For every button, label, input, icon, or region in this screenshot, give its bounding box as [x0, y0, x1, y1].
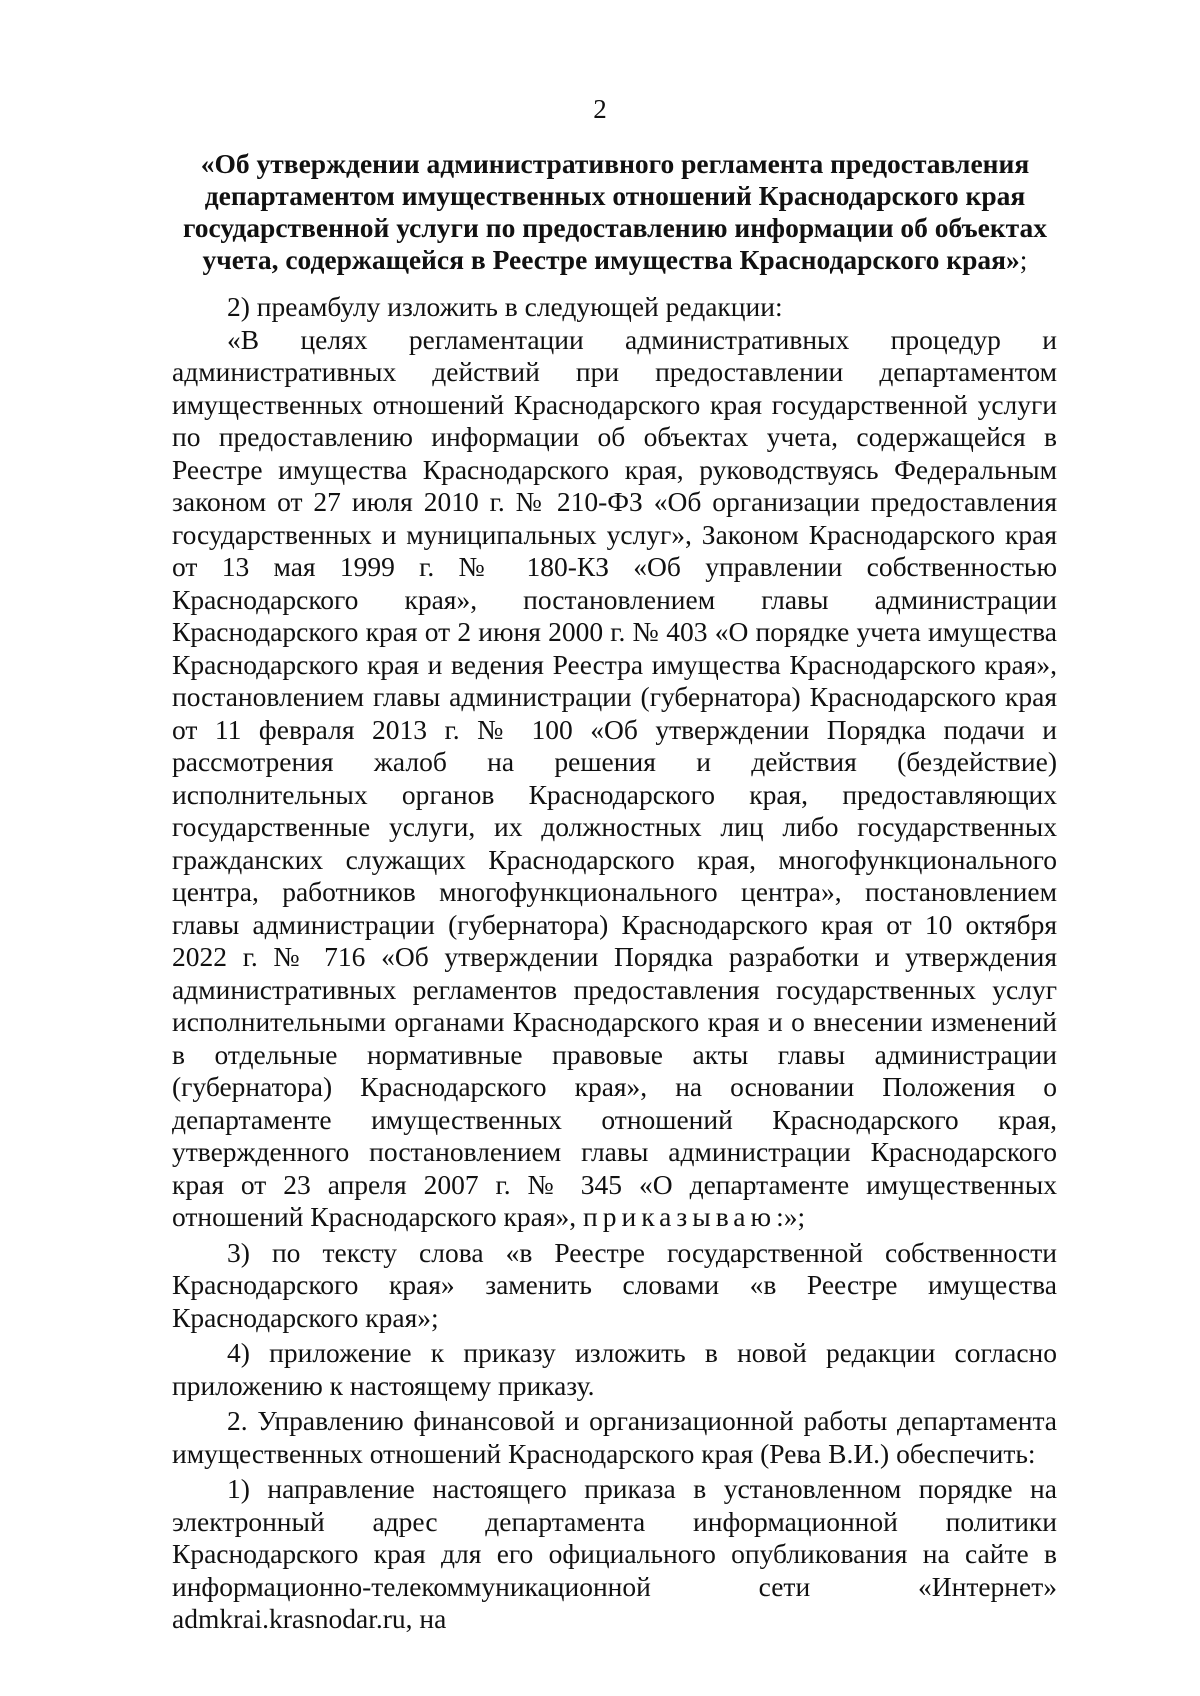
paragraph-item-4: 4) приложение к приказу изложить в новой редакции согласно приложению к настоящему приказу.	[172, 1337, 1057, 1401]
paragraph-section-2: 2. Управлению финансовой и организационной работы департамента имущественных отношений Краснодарского края (Рева В.И.) обеспечить:	[172, 1405, 1057, 1469]
order-word: приказываю	[583, 1201, 777, 1232]
heading-title: «Об утверждении административного регламента предоставления департаментом имущественных отношений Краснодарского края государственной услуги по предоставлению информации об объектах учета, содержащейся в Реестре имущества Краснодарского края»	[182, 148, 1048, 275]
heading-tail: ;	[1019, 244, 1028, 275]
paragraph-preamble-intro: 2) преамбулу изложить в следующей редакции:	[227, 291, 783, 322]
document-heading	[170, 148, 1060, 276]
preamble-end: :»;	[776, 1201, 806, 1232]
preamble-main-text: «В целях регламентации административных процедур и административных действий при предоставлении департаментом имущественных отношений Краснодарского края государственной услуги по предоставлению информации об объектах учета, содержащейся в Реестре имущества Краснодарского края, руководствуясь Федеральным законом от 27 июля 2010 г. № 210-ФЗ «Об организации предоставления государственных и муниципальных услуг», Законом Краснодарского края от 13 мая 1999 г. № 180-КЗ «Об управлении собственностью Краснодарского края», постановлением главы администрации Краснодарского края от 2 июня 2000 г. № 403 «О порядке учета имущества Краснодарского края и ведения Реестра имущества Краснодарского края», постановлением главы администрации (губернатора) Краснодарского края от 11 февраля 2013 г. № 100 «Об утверждении Порядка подачи и рассмотрения жалоб на решения и действия (бездействие) исполнительных органов Краснодарского края, предоставляющих государственные услуги, их должностных лиц либо государственных гражданских служащих Краснодарского края, многофункционального центра, работников многофункционального центра», постановлением главы администрации (губернатора) Краснодарского края от 10 октября 2022 г. № 716 «Об утверждении Порядка разработки и утверждения административных регламентов предоставления государственных услуг исполнительными органами Краснодарского края и о внесении изменений в отдельные нормативные правовые акты главы администрации (губернатора) Краснодарского края», на основании Положения о департаменте имущественных отношений Краснодарского края, утвержденного постановлением главы администрации Краснодарского края от 23 апреля 2007 г. № 345 «О департаменте имущественных отношений Краснодарского края»,	[172, 323, 1057, 1232]
paragraph-preamble-text	[172, 324, 1057, 1234]
paragraph-item-3: 3) по тексту слова «в Реестре государственной собственности Краснодарского края» заменить словами «в Реестре имущества Краснодарского края»;	[172, 1236, 1057, 1333]
document-body	[172, 291, 1057, 1636]
page-number: 2	[593, 94, 607, 124]
paragraph-section-2-item-1: 1) направление настоящего приказа в установленном порядке на электронный адрес департамента информационной политики Краснодарского края для его официального опубликования на сайте в информационно-телекоммуникационной сети «Интернет» admkrai.krasnodar.ru, на	[172, 1473, 1057, 1634]
